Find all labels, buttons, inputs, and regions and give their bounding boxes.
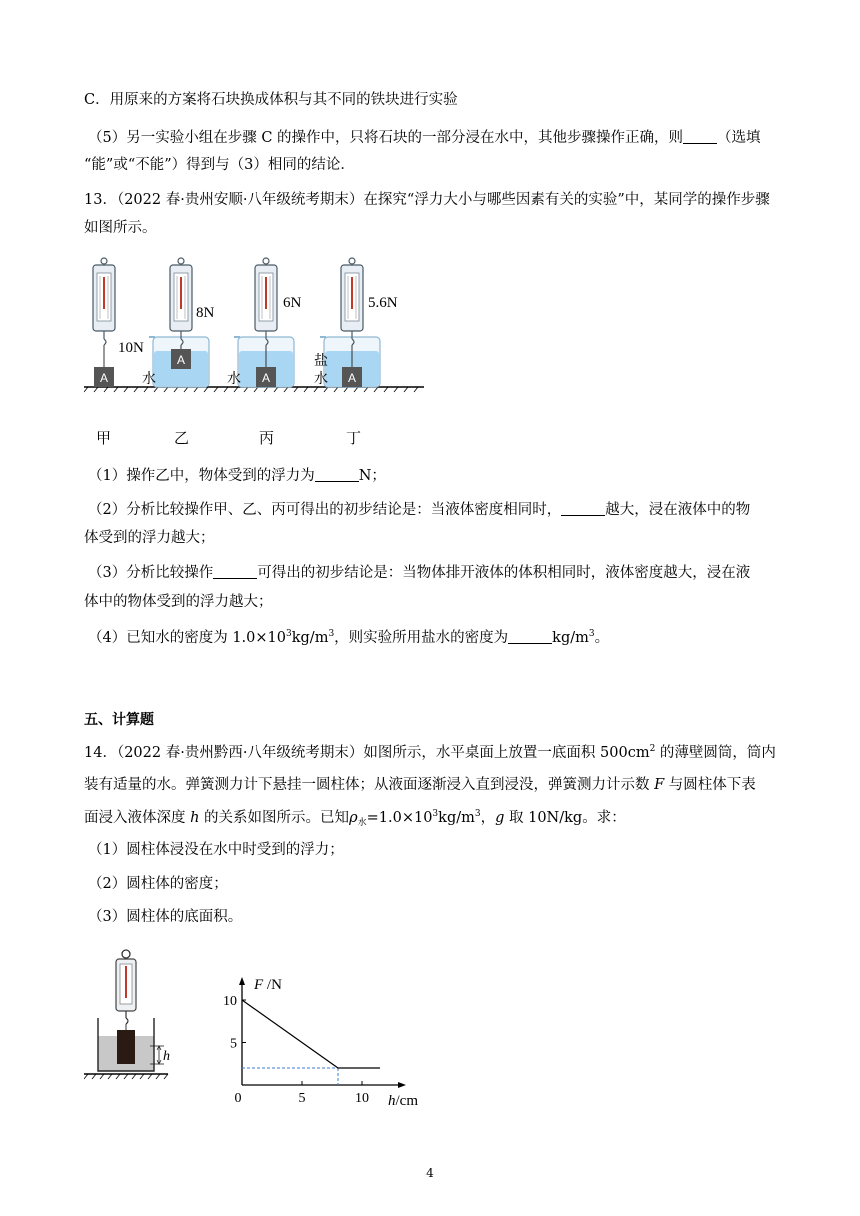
q14-l1-text: 14．（2022 春·贵州黔西·八年级统考期末）如图所示，水平桌面上放置一底面积 500cm <box>84 745 650 761</box>
q14-l1-text-b: 的薄壁圆筒，筒内 <box>655 745 776 761</box>
q13-subquestion-4 <box>88 628 788 648</box>
x-axis-label: h/cm <box>388 1093 418 1109</box>
exponent: 3 <box>588 629 595 639</box>
q13-subquestion-1 <box>88 466 788 486</box>
q12-p5-text: （5）另一实验小组在步骤 C 的操作中，只将石块的一部分浸在水中，其他步骤操作正确，则 <box>88 130 684 146</box>
variable-h: h <box>190 810 200 826</box>
answer-blank[interactable] <box>508 629 552 644</box>
reading-1: 10N <box>118 340 144 356</box>
variable-f: F <box>654 777 665 793</box>
q14-l3-text-f: 取 10N/kg。求： <box>504 810 626 826</box>
step-label-ding: 丁 <box>346 429 362 447</box>
q14-l3-text-b: 的关系如图所示。已知 <box>199 810 350 826</box>
q14-subquestion-2: （2）圆柱体的密度； <box>88 876 228 892</box>
q13-subquestion-2-cont: 体受到的浮力越大； <box>84 530 215 546</box>
y-axis-label: F /N <box>254 977 282 993</box>
q14-subquestion-3: （3）圆柱体的底面积。 <box>88 909 243 925</box>
answer-blank[interactable] <box>315 467 359 482</box>
exponent: 3 <box>286 629 292 639</box>
step-label-jia: 甲 <box>96 429 112 447</box>
q13-q4-text: （4）已知水的密度为 1.0×10 <box>88 630 286 646</box>
salt-water-label-2: 水 <box>314 371 328 387</box>
y-axis-arrow <box>239 977 245 985</box>
q12-p5-text-b: （选填 <box>717 130 761 146</box>
reading-3: 6N <box>283 295 302 311</box>
x-axis-arrow <box>398 1082 406 1088</box>
subscript: 水 <box>357 818 367 828</box>
x-tick-label: 10 <box>355 1091 369 1106</box>
spring-scale-2 <box>170 258 192 345</box>
q13-subquestion-3 <box>88 563 788 583</box>
q14-l3-text-c: =1.0×10 <box>366 810 433 826</box>
q12-subquestion-5 <box>88 128 788 148</box>
buoyancy-experiment-figure <box>84 255 424 455</box>
exponent: 3 <box>432 809 439 819</box>
hanging-cylinder <box>117 1030 135 1064</box>
water-label-3: 水 <box>227 371 241 387</box>
cylinder-apparatus-figure <box>84 948 194 1098</box>
reading-4: 5.6N <box>368 295 398 311</box>
q13-subquestion-2 <box>88 500 788 520</box>
y-tick-label: 10 <box>223 994 237 1009</box>
depth-label-h: h <box>163 1049 170 1064</box>
q14-line-1 <box>84 743 784 763</box>
answer-blank[interactable] <box>683 129 717 144</box>
q14-l2-text: 装有适量的水。弹簧测力计下悬挂一圆柱体；从液面逐渐浸入直到浸没，弹簧测力计示数 <box>84 777 655 793</box>
q13-q1-text: （1）操作乙中，物体受到的浮力为 <box>88 468 315 484</box>
q14-line-3 <box>84 808 784 828</box>
q13-q3-text-b: 可得出的初步结论是：当物体排开液体的体积相同时，液体密度越大，浸在液 <box>257 565 751 581</box>
spring-scale-4 <box>341 258 363 345</box>
q13-subquestion-3-cont: 体中的物体受到的浮力越大； <box>84 594 273 610</box>
unit: kg/m <box>552 630 589 646</box>
salt-water-label-1: 盐 <box>314 353 328 369</box>
section-heading: 五、计算题 <box>84 712 154 728</box>
block-label-3: A <box>261 371 271 385</box>
q13-title-line-1: 13．（2022 春·贵州安顺·八年级统考期末）在探究“浮力大小与哪些因素有关的实验”中，某同学的操作步骤 <box>84 192 770 208</box>
force-depth-graph <box>220 960 440 1120</box>
series-line <box>242 1000 380 1068</box>
origin-label: 0 <box>234 1091 242 1106</box>
variable-rho: ρ <box>349 810 358 826</box>
block-label-4: A <box>347 371 357 385</box>
exponent: 2 <box>649 744 656 754</box>
block-label-1: A <box>99 371 109 385</box>
step-label-bing: 丙 <box>259 429 275 447</box>
block-label-2: A <box>176 353 186 367</box>
step-label-yi: 乙 <box>174 429 190 447</box>
q13-title-line-2: 如图所示。 <box>84 220 157 236</box>
answer-blank[interactable] <box>213 564 257 579</box>
page-number: 4 <box>426 1166 434 1180</box>
q13-q1-unit: N； <box>358 468 386 484</box>
exponent: 3 <box>328 629 335 639</box>
q14-l3-text: 面浸入液体深度 <box>84 810 191 826</box>
reading-2: 8N <box>196 305 215 321</box>
y-tick-label: 5 <box>230 1036 237 1052</box>
spring-scale-3 <box>255 258 277 345</box>
q13-q3-text: （3）分析比较操作 <box>88 565 214 581</box>
q14-line-2 <box>84 775 784 795</box>
punct: 。 <box>594 630 610 646</box>
answer-blank[interactable] <box>561 501 605 516</box>
q13-q4-text-b: ，则实验所用盐水的密度为 <box>334 630 509 646</box>
q13-q2-text-b: 越大，浸在液体中的物 <box>605 502 751 518</box>
q12-option-c: C．用原来的方案将石块换成体积与其不同的铁块进行实验 <box>84 92 458 108</box>
q13-q2-text: （2）分析比较操作甲、乙、丙可得出的初步结论是：当液体密度相同时， <box>88 502 562 518</box>
spring-scale-1 <box>93 258 115 345</box>
unit: kg/m <box>291 630 329 646</box>
q12-subquestion-5-cont: “能”或“不能”）得到与（3）相同的结论． <box>84 157 355 173</box>
unit: kg/m <box>438 810 475 826</box>
q14-l2-text-b: 与圆柱体下表 <box>664 777 756 793</box>
water-label-2: 水 <box>142 371 156 387</box>
variable-g: g <box>495 810 505 826</box>
punct: ， <box>480 810 496 826</box>
q14-subquestion-1: （1）圆柱体浸没在水中时受到的浮力； <box>88 842 344 858</box>
exponent: 3 <box>474 809 481 819</box>
scale-ring <box>122 950 130 958</box>
x-tick-label: 5 <box>298 1091 306 1106</box>
